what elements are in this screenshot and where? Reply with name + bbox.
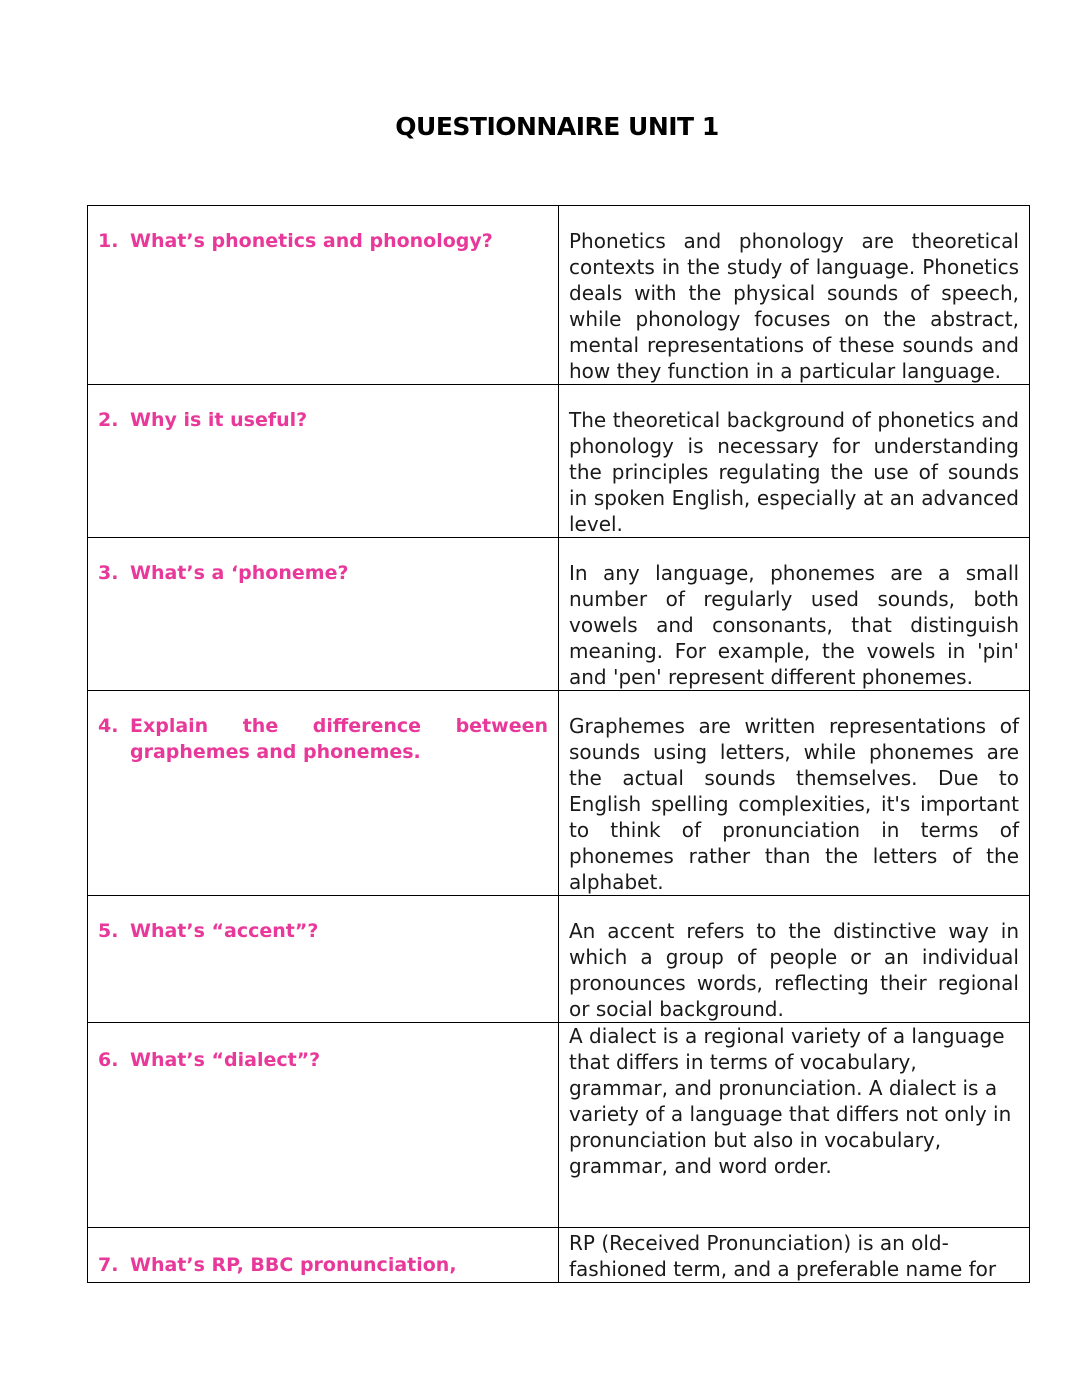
question-text: What’s RP, BBC pronunciation, <box>130 1254 457 1276</box>
table-row <box>88 206 1030 385</box>
answer-text: A dialect is a regional variety of a language that differs in terms of vocabulary, grammar, and pronunciation. A dialect is a variety of a language that differs not only in pronunciation but also in vocabulary, grammar, and word order. <box>569 1024 1012 1178</box>
answer-text: RP (Received Pronunciation) is an old-fashioned term, and a preferable name for <box>569 1231 997 1281</box>
answer-text: Phonetics and phonology are theoretical contexts in the study of language. Phonetics deals with the physical sounds of speech, while phonology focuses on the abstract, mental representations of these sounds and how they function in a particular language. <box>569 229 1019 383</box>
question-number: 7. <box>98 1254 119 1276</box>
question-number: 6. <box>98 1049 119 1071</box>
question <box>88 691 558 765</box>
table-row <box>88 538 1030 691</box>
question-text: Explain the difference between graphemes and phonemes. <box>130 715 548 763</box>
question-cell <box>88 691 559 896</box>
question-number: 2. <box>98 409 119 431</box>
question-cell <box>88 538 559 691</box>
question-number: 3. <box>98 562 119 584</box>
table-row <box>88 385 1030 538</box>
table-row <box>88 1023 1030 1228</box>
question-number: 1. <box>98 230 119 252</box>
table-row <box>88 1228 1030 1283</box>
answer-cell <box>559 385 1030 538</box>
question-number: 5. <box>98 920 119 942</box>
question-number: 4. <box>98 715 119 737</box>
question <box>88 896 558 944</box>
answer-text: The theoretical background of phonetics and phonology is necessary for understanding the principles regulating the use of sounds in spoken English, especially at an advanced level. <box>569 408 1019 536</box>
question-cell <box>88 1228 559 1283</box>
question-cell <box>88 206 559 385</box>
table-row <box>88 691 1030 896</box>
answer-cell <box>559 1228 1030 1283</box>
question-cell <box>88 1023 559 1228</box>
question <box>88 385 558 433</box>
question-text: What’s “dialect”? <box>130 1049 321 1071</box>
question <box>88 1023 558 1073</box>
question-cell <box>88 896 559 1023</box>
answer-cell <box>559 1023 1030 1228</box>
answer-cell <box>559 538 1030 691</box>
answer-cell <box>559 691 1030 896</box>
answer-text: In any language, phonemes are a small number of regularly used sounds, both vowels and consonants, that distinguish meaning. For example, the vowels in 'pin' and 'pen' represent different phonemes. <box>569 561 1019 689</box>
question-text: What’s a ‘phoneme? <box>130 562 349 584</box>
question-text: What’s “accent”? <box>130 920 319 942</box>
question <box>88 206 558 254</box>
questionnaire-table <box>87 205 1030 1283</box>
page-title: QUESTIONNAIRE UNIT 1 <box>395 112 719 141</box>
answer-cell <box>559 206 1030 385</box>
answer-text: An accent refers to the distinctive way in which a group of people or an individual pronounces words, reflecting their regional or social background. <box>569 919 1019 1021</box>
answer-text: Graphemes are written representations of sounds using letters, while phonemes are the actual sounds themselves. Due to English spelling complexities, it's important to think of pronunciation in terms of phonemes rather than the letters of the alphabet. <box>569 714 1019 894</box>
question <box>88 1228 558 1278</box>
answer-cell <box>559 896 1030 1023</box>
question-cell <box>88 385 559 538</box>
question <box>88 538 558 586</box>
table-row <box>88 896 1030 1023</box>
question-text: Why is it useful? <box>130 409 308 431</box>
question-text: What’s phonetics and phonology? <box>130 230 493 252</box>
